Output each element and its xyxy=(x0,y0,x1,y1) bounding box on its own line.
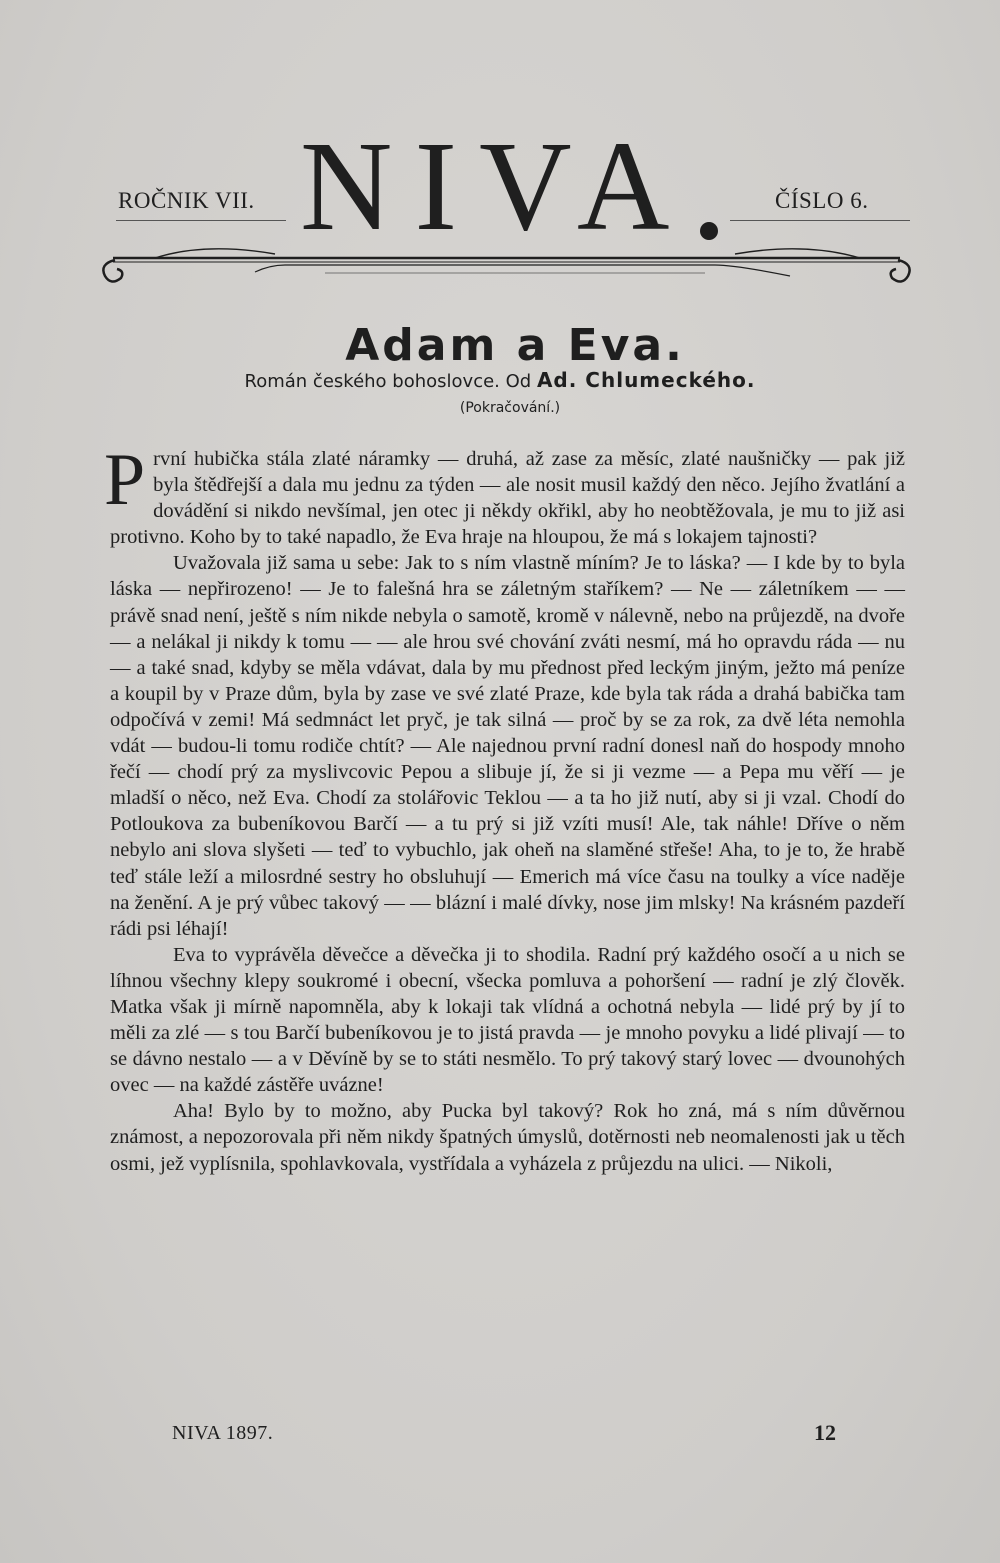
magazine-title: NIVA xyxy=(300,115,692,257)
paragraph-1-text: rvní hubička stála zlaté náramky — druhá, až zase za měsíc, zlaté naušničky — pak již byla štědřejší a dala mu jednu za týden — ale nosit musil každý den něco. Jejího žvatlání a dovádění si nikdo nevšímal, jen otec ji někdy okřikl, aby ho neobtěžovala, je mu to již asi protivno. Koho by to také napadlo, že Eva hraje na hloupou, že má s lokajem tajnosti? xyxy=(110,448,905,549)
paragraph-4: Aha! Bylo by to možno, aby Pucka byl takový? Rok ho zná, má s ním důvěrnou známost, a nepozorovala při něm nikdy špatných úmyslů, dotěrnosti neb neomalenosti jak u těch osmi, jež vyplísnila, spohlavkovala, vystřídala a vyházela z průjezdu na ulici. — Nikoli, xyxy=(110,1100,905,1175)
issue-underline xyxy=(730,220,910,221)
article-body xyxy=(104,439,905,1177)
byline xyxy=(0,368,1000,392)
continued-note: (Pokračování.) xyxy=(459,400,561,416)
drop-cap: P xyxy=(104,439,146,521)
article-title: Adam a Eva. xyxy=(345,320,685,371)
header-ornament xyxy=(95,238,915,298)
paragraph-3: Eva to vyprávěla děvečce a děvečka ji to shodila. Radní prý každého osočí a u nich se líhnou všechny klepy soukromé i obecní, všecka pomluva a pohoršení — radní je zlý člověk. Matka však ji mírně napomněla, aby k lokaji tak vlídná a ochotná nebyla — lidé prý by jí to měli za zlé — s tou Barčí bubeníkovou je to jistá pravda — je mnoho povyku a lidé plivají — to se dávno nestalo — a v Děvíně by se to státi nesmělo. To prý takový starý lovec — dvounohých ovec — na každé zástěře uvázne! xyxy=(110,943,905,1097)
issue-label: ČÍSLO 6. xyxy=(775,188,869,213)
paragraph-1 xyxy=(104,439,905,550)
page-number: 12 xyxy=(814,1420,836,1445)
footer-publication: NIVA 1897. xyxy=(172,1422,274,1444)
masthead xyxy=(0,0,1000,300)
volume-underline xyxy=(116,220,286,221)
volume-label: ROČNIK VII. xyxy=(118,188,255,213)
paragraph-2: Uvažovala již sama u sebe: Jak to s ním vlastně míním? Je to láska? — I kde by to byla láska — nepřirozeno! — Je to falešná hra se záletným staříkem? — Ne — záletníkem — — právě snad není, ještě s ním nikde nebyla o samotě, kromě v nálevně, nebo na průjezdě, na dvoře — a nelákal ji nikdy k tomu — — ale hrou své chování zváti nesmí, má ho opravdu ráda — nu — a také snad, kdyby se měla vdávat, dala by mu přednost před leckým jiným, ježto má peníze a koupil by v Praze dům, byla by zase ve své zlaté Praze, kde byla tak ráda a drahá babička tam odpočívá v zemi! Má sedmnáct let pryč, je tak silná — proč by se za rok, za dvě léta nemohla vdát — budou-li tomu rodiče chtít? — Ale najednou první radní donesl naň do hospody mnoho řečí — chodí prý za myslivcovic Pepou a slibuje jí, že si ji vezme — a Pepa mu věří — je mladší o něco, než Eva. Chodí za stolářovic Teklou — a ta ho již nutí, aby si ji vzal. Chodí do Potloukova za bubeníkovou Barčí — a tu prý si již vzíti musí! Ale, tak náhle! Dříve o něm nebylo ani slova slyšeti — teď to vybuchlo, jak oheň na slaměné střeše! Aha, to je to, že hrabě teď stále leží a milosrdné sestry ho obsluhují — Emerich má více času na toulky a více naděje na ženění. A je prý vůbec takový — — blázní i malé dívky, nose jim mlsky! Na krásném pazdeří rádi psi léhají! xyxy=(110,552,905,940)
author-name: Ad. Chlumeckého. xyxy=(536,368,756,392)
byline-prefix: Román českého bohoslovce. Od xyxy=(244,371,532,392)
